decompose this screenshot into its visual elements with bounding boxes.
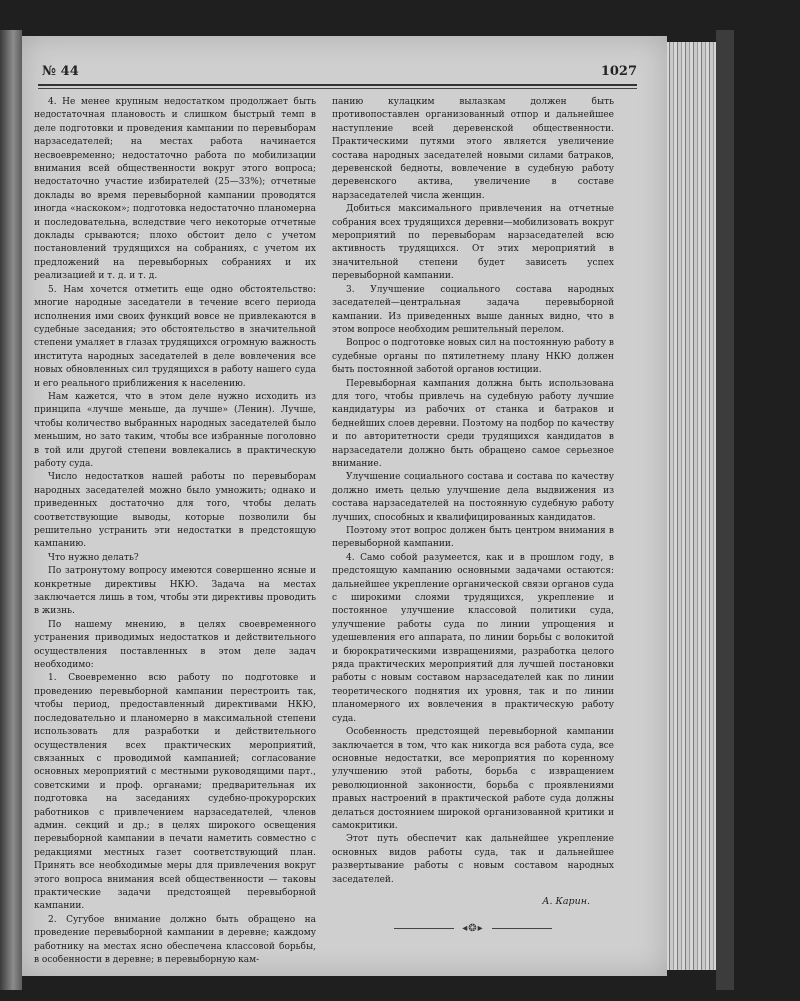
- paragraph: Нам кажется, что в этом деле нужно исходить из принципа «лучше меньше, да лучше» (Ленин). Лучше, чтобы количество выбранных народных заседателей было меньшим, но зато таким, чтобы все избранные поголовно в той или другой степени вовлекались в практическую работу суда.: [34, 391, 316, 469]
- paragraph: 4. Не менее крупным недостатком продолжает быть недостаточная плановость и слишком быстрый темп в деле подготовки и проведения кампании по перевыборам нарзаседателей; на местах работа начинается несвоевременно; недостаточно работа по мобилизации внимания всей общественности вокруг этого вопроса; недостаточно участие избирателей (25—33%); отчетные доклады во время перевыборной кампании проводятся иногда «наскоком»; подготовка недостаточно планомерна и последовательна, вследствие чего некоторые отчетные доклады срываются; плохо обстоит дело с учетом постановлений трудящихся на собраниях, с учетом их предложений на перевыборных собраниях и их реализацией и т. д. и т. д.: [34, 97, 316, 282]
- paragraph: 3. Улучшение социального состава народных заседателей—центральная задача перевыборной кампании. Из приведенных выше данных видно, что в этом вопросе необходим решительный перелом.: [332, 284, 614, 335]
- paragraph: Этот путь обеспечит как дальнейшее укрепление основных видов работы суда, так и дальнейшее развертывание работы с новым составом народных заседателей.: [332, 834, 614, 885]
- author-signature: А. Карин.: [542, 895, 590, 907]
- paragraph: Особенность предстоящей перевыборной кампании заключается в том, что как никогда вся работа суда, все основные недостатки, все мероприятия по коренному улучшению этой работы, борьба с извращением революционной законности, борьба с проявлениями правых настроений в практической работе суда должны делаться достоянием широкой организованной критики и самокритики.: [332, 727, 614, 831]
- left-column: [34, 96, 316, 967]
- paragraph-question: Что нужно делать?: [48, 552, 139, 563]
- paragraph: Поэтому этот вопрос должен быть центром внимания в перевыборной кампании.: [332, 526, 614, 550]
- paragraph: Вопрос о подготовке новых сил на постоянную работу в судебные органы по пятилетнему плану НКЮ должен быть постоянной заботой органов юстиции.: [332, 338, 614, 376]
- closing-ornament: [332, 922, 614, 935]
- paragraph: По нашему мнению, в целях своевременного устранения приводимых недостатков и действительного осуществления поставленных в этом деле задач необходимо:: [34, 619, 316, 671]
- book-binding: [716, 30, 734, 990]
- ornament-line-left: [394, 928, 454, 929]
- issue-number: № 44: [42, 64, 79, 79]
- page-stack-edge: [662, 42, 718, 970]
- header-rule-thick: [38, 84, 637, 86]
- paragraph: 4. Само собой разумеется, как и в прошлом году, в предстоящую кампанию основными задачами остаются: дальнейшее укрепление органической связи органов суда с широкими слоями трудящихся, укрепление и постоянное улучшение классовой политики суда, улучшение работы суда по линии упрощения и удешевления его аппарата, по линии борьбы с волокитой и бюрократическими извращениями, разработка целого ряда практических мероприятий для лучшей постановки работы с новым составом нарзаседателей как по линии теоретического поднятия их уровня, так и по линии планомерного их вовлечения в практическую работу суда.: [332, 552, 614, 724]
- document-page: [22, 36, 667, 976]
- paragraph: панию кулацким вылазкам должен быть противопоставлен организованный отпор и дальнейшее наступление всей деревенской общественности. Практическими путями этого является увеличение состава народных заседателей новыми силами батраков, деревенской бедноты, вовлечение в судебную работу деревенского актива, увеличение в составе нарзаседателей числа женщин.: [332, 97, 614, 201]
- paragraph: Добиться максимального привлечения на отчетные собрания всех трудящихся деревни—мобилизовать вокруг мероприятий по перевыборам нарзаседателей всю активность трудящихся. От этих мероприятий в значительной степени будет зависеть успех перевыборной кампании.: [332, 204, 614, 282]
- paragraph: 5. Нам хочется отметить еще одно обстоятельство: многие народные заседатели в течение всего периода исполнения ими своих функций вовсе не привлекаются в судебные заседания; это обстоятельство в значительной степени умаляет в глазах трудящихся огромную важность института народных заседателей в деле вовлечения все новых обновленных сил трудящихся в работу нашего суда и его реального приближения к населению.: [34, 284, 316, 389]
- page-number: 1027: [600, 64, 637, 79]
- paragraph: По затронутому вопросу имеются совершенно ясные и конкретные директивы НКЮ. Задача на местах заключается лишь в том, чтобы эти директивы проводить в жизнь.: [34, 566, 316, 617]
- paragraph: Число недостатков нашей работы по перевыборам народных заседателей можно было умножить; однако и приведенных достаточно для того, чтобы делать соответствующие выводы, которые позволили бы решительно устранить эти недостатки в предстоящую кампанию.: [34, 472, 316, 550]
- header-rule-thin: [38, 88, 637, 89]
- book-left-edge: [0, 30, 22, 990]
- paragraph: Улучшение социального состава и состава по качеству должно иметь целью улучшение дела выдвижения из состава нарзаседателей на постоянную судебную работу лучших, способных и квалифицированных кандидатов.: [332, 472, 614, 523]
- ornament-line-right: [492, 928, 552, 929]
- ornament-glyph: ◂❂▸: [462, 923, 484, 935]
- paragraph: Перевыборная кампания должна быть использована для того, чтобы привлечь на судебную работу лучшие кандидатуры из рабочих от станка и батраков и беднейших слоев деревни. Поэтому на подбор по качеству и по авторитетности среди трудящихся кандидатов в нарзаседатели должно быть обращено самое серьезное внимание.: [332, 378, 614, 469]
- page-header: [42, 60, 637, 86]
- right-column: [332, 96, 614, 936]
- paragraph: 2. Сугубое внимание должно быть обращено на проведение перевыборной кампании в деревне; каждому работнику на местах ясно обеспечена классовой борьбы, в особенности в деревне; в перевыборную кам-: [34, 914, 316, 965]
- paragraph: 1. Своевременно всю работу по подготовке и проведению перевыборной кампании перестроить так, чтобы период, предоставленный директивами НКЮ, последовательно и планомерно в максимальной степени использовать для разработки и действительного осуществления всех практических мероприятий, связанных с проводимой кампанией; согласование основных мероприятий с местными руководящими парт., советскими и проф. органами; предварительная их подготовка на заседаниях судебно-прокурорских работников с привлечением нарзаседателей, членов админ. секций и др.; в целях широкого освещения перевыборной кампании в печати наметить совместно с редакциями местных газет соответствующий план. Принять все необходимые меры для привлечения вокруг этого вопроса внимания всей общественности — таковы практические задачи предстоящей перевыборной кампании.: [34, 673, 316, 912]
